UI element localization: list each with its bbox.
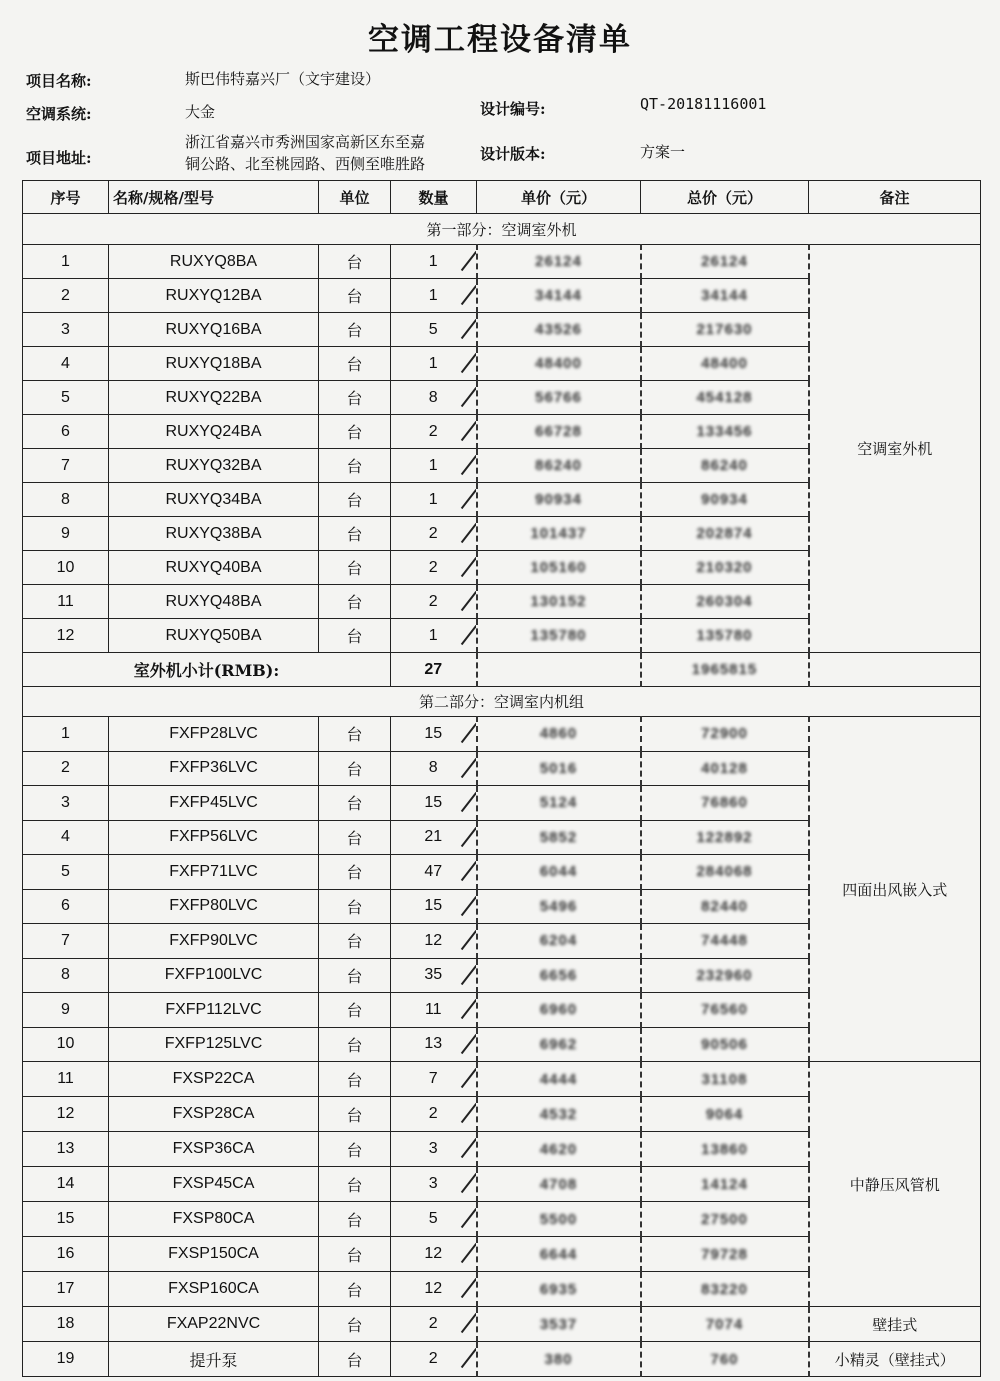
check-mark-icon xyxy=(460,1033,476,1053)
row-model: FXFP90LVC xyxy=(109,924,319,959)
row-unit: 台 xyxy=(319,1342,391,1377)
row-unit: 台 xyxy=(319,717,391,752)
check-mark-icon xyxy=(460,251,476,271)
design-no-label: 设计编号: xyxy=(480,100,546,118)
row-unit: 台 xyxy=(319,483,391,517)
check-mark-icon xyxy=(460,1278,476,1298)
row-total-price: 14124 xyxy=(641,1167,809,1202)
row-seq: 9 xyxy=(23,517,109,551)
row-unit-price: 6656 xyxy=(477,958,641,993)
row-total-price: 26124 xyxy=(641,245,809,279)
row-total-price: 34144 xyxy=(641,279,809,313)
check-mark-icon xyxy=(460,723,476,743)
check-mark-icon xyxy=(460,826,476,846)
row-unit: 台 xyxy=(319,1097,391,1132)
row-seq: 3 xyxy=(23,313,109,347)
row-unit-price: 135780 xyxy=(477,619,641,653)
row-total-price: 122892 xyxy=(641,820,809,855)
row-seq: 10 xyxy=(23,1027,109,1062)
row-unit-price: 43526 xyxy=(477,313,641,347)
project-name-label: 项目名称: xyxy=(26,72,92,90)
header-qty: 数量 xyxy=(391,181,477,214)
row-seq: 2 xyxy=(23,751,109,786)
row-unit: 台 xyxy=(319,415,391,449)
row-unit-price: 3537 xyxy=(477,1307,641,1342)
row-seq: 3 xyxy=(23,786,109,821)
check-mark-icon xyxy=(460,792,476,812)
check-mark-icon xyxy=(460,1243,476,1263)
row-model: FXSP22CA xyxy=(109,1062,319,1097)
check-mark-icon xyxy=(460,1138,476,1158)
row-qty xyxy=(391,245,477,279)
row-qty-value: 15 xyxy=(424,724,443,742)
row-unit-price: 6935 xyxy=(477,1272,641,1307)
row-total-price: 86240 xyxy=(641,449,809,483)
row-qty xyxy=(391,820,477,855)
row-unit-price: 56766 xyxy=(477,381,641,415)
check-mark-icon xyxy=(460,1103,476,1123)
part2-title: 第二部分：空调室内机组 xyxy=(23,687,981,717)
row-unit-price: 6644 xyxy=(477,1237,641,1272)
address-value xyxy=(185,131,425,175)
row-seq: 4 xyxy=(23,347,109,381)
row-qty-value: 5 xyxy=(428,320,438,338)
row-qty xyxy=(391,449,477,483)
row-seq: 8 xyxy=(23,958,109,993)
row-unit-price: 5496 xyxy=(477,889,641,924)
row-total-price: 284068 xyxy=(641,855,809,890)
row-unit-price: 4532 xyxy=(477,1097,641,1132)
row-unit: 台 xyxy=(319,619,391,653)
row-qty-value: 8 xyxy=(428,388,438,406)
header-seq: 序号 xyxy=(23,181,109,214)
row-model: FXFP28LVC xyxy=(109,717,319,752)
row-unit: 台 xyxy=(319,245,391,279)
row-qty xyxy=(391,751,477,786)
row-unit: 台 xyxy=(319,958,391,993)
row-model: FXSP45CA xyxy=(109,1167,319,1202)
check-mark-icon xyxy=(460,1173,476,1193)
check-mark-icon xyxy=(460,861,476,881)
row-unit: 台 xyxy=(319,751,391,786)
row-unit-price: 26124 xyxy=(477,245,641,279)
row-unit: 台 xyxy=(319,517,391,551)
row-qty xyxy=(391,551,477,585)
row-model: RUXYQ40BA xyxy=(109,551,319,585)
row-seq: 11 xyxy=(23,1062,109,1097)
table-row xyxy=(23,1342,981,1377)
table-row xyxy=(23,1307,981,1342)
row-seq: 6 xyxy=(23,415,109,449)
table-row xyxy=(23,717,981,752)
row-unit-price: 4708 xyxy=(477,1167,641,1202)
remark-cassette-units: 四面出风嵌入式 xyxy=(809,717,981,1062)
check-mark-icon xyxy=(460,895,476,915)
row-unit-price: 6962 xyxy=(477,1027,641,1062)
row-model: FXSP160CA xyxy=(109,1272,319,1307)
row-qty-value: 15 xyxy=(424,897,443,915)
row-total-price: 135780 xyxy=(641,619,809,653)
subtotal-qty: 27 xyxy=(391,653,477,687)
row-qty-value: 47 xyxy=(424,862,443,880)
row-unit-price: 105160 xyxy=(477,551,641,585)
row-qty-value: 21 xyxy=(424,828,443,846)
check-mark-icon xyxy=(460,625,476,645)
row-unit-price: 34144 xyxy=(477,279,641,313)
check-mark-icon xyxy=(460,1208,476,1228)
address-label: 项目地址: xyxy=(26,149,92,167)
row-total-price: 90934 xyxy=(641,483,809,517)
row-model: RUXYQ24BA xyxy=(109,415,319,449)
row-model: FXFP36LVC xyxy=(109,751,319,786)
page-title: 空调工程设备清单 xyxy=(368,22,632,58)
header-remark: 备注 xyxy=(809,181,981,214)
row-unit: 台 xyxy=(319,1307,391,1342)
row-unit: 台 xyxy=(319,551,391,585)
row-model: FXFP80LVC xyxy=(109,889,319,924)
row-qty-value: 3 xyxy=(428,1140,438,1157)
row-qty-value: 35 xyxy=(424,966,443,984)
row-model: FXSP80CA xyxy=(109,1202,319,1237)
row-qty-value: 1 xyxy=(428,626,438,644)
row-qty-value: 3 xyxy=(428,1175,438,1192)
row-model: FXFP112LVC xyxy=(109,993,319,1028)
row-unit: 台 xyxy=(319,889,391,924)
system-label: 空调系统: xyxy=(26,105,92,123)
row-model: FXFP100LVC xyxy=(109,958,319,993)
row-seq: 11 xyxy=(23,585,109,619)
row-unit-price: 90934 xyxy=(477,483,641,517)
row-unit-price: 101437 xyxy=(477,517,641,551)
row-qty xyxy=(391,717,477,752)
row-unit-price: 6044 xyxy=(477,855,641,890)
address-line-1: 浙江省嘉兴市秀洲国家高新区东至嘉 xyxy=(185,133,426,151)
row-model: FXSP36CA xyxy=(109,1132,319,1167)
row-total-price: 13860 xyxy=(641,1132,809,1167)
row-qty xyxy=(391,1062,477,1097)
row-unit: 台 xyxy=(319,1062,391,1097)
part1-title-row xyxy=(23,214,981,245)
row-qty xyxy=(391,889,477,924)
table-header-row xyxy=(23,181,981,214)
row-total-price: 210320 xyxy=(641,551,809,585)
row-seq: 18 xyxy=(23,1307,109,1342)
check-mark-icon xyxy=(460,1313,476,1333)
row-unit: 台 xyxy=(319,993,391,1028)
check-mark-icon xyxy=(460,1068,476,1088)
project-name-value: 斯巴伟特嘉兴厂（文宇建设） xyxy=(185,70,381,88)
row-unit: 台 xyxy=(319,347,391,381)
row-qty-value: 12 xyxy=(424,1245,443,1262)
row-unit-price: 66728 xyxy=(477,415,641,449)
row-seq: 10 xyxy=(23,551,109,585)
row-model: FXFP125LVC xyxy=(109,1027,319,1062)
row-total-price: 9064 xyxy=(641,1097,809,1132)
subtotal-label: 室外机小计(RMB): xyxy=(23,653,391,687)
row-unit-price: 5852 xyxy=(477,820,641,855)
header-unit: 单位 xyxy=(319,181,391,214)
row-qty xyxy=(391,786,477,821)
row-model: RUXYQ8BA xyxy=(109,245,319,279)
row-total-price: 202874 xyxy=(641,517,809,551)
row-seq: 1 xyxy=(23,717,109,752)
check-mark-icon xyxy=(460,455,476,475)
row-qty xyxy=(391,958,477,993)
row-total-price: 31108 xyxy=(641,1062,809,1097)
row-qty-value: 13 xyxy=(424,1035,443,1053)
row-unit-price: 6204 xyxy=(477,924,641,959)
check-mark-icon xyxy=(460,999,476,1019)
row-model: FXSP150CA xyxy=(109,1237,319,1272)
check-mark-icon xyxy=(460,319,476,339)
check-mark-icon xyxy=(460,930,476,950)
row-unit: 台 xyxy=(319,1027,391,1062)
row-qty-value: 1 xyxy=(428,252,438,270)
row-unit: 台 xyxy=(319,449,391,483)
subtotal-remark xyxy=(809,653,981,687)
row-total-price: 27500 xyxy=(641,1202,809,1237)
row-seq: 1 xyxy=(23,245,109,279)
row-qty-value: 7 xyxy=(428,1070,438,1087)
row-unit-price: 130152 xyxy=(477,585,641,619)
row-unit: 台 xyxy=(319,381,391,415)
row-model: 提升泵 xyxy=(109,1342,319,1377)
row-model: RUXYQ16BA xyxy=(109,313,319,347)
row-qty-value: 1 xyxy=(428,456,438,474)
row-total-price: 260304 xyxy=(641,585,809,619)
row-model: FXSP28CA xyxy=(109,1097,319,1132)
check-mark-icon xyxy=(460,421,476,441)
subtotal-row xyxy=(23,653,981,687)
check-mark-icon xyxy=(460,1348,476,1368)
row-qty xyxy=(391,993,477,1028)
row-qty xyxy=(391,1237,477,1272)
part1-title: 第一部分：空调室外机 xyxy=(23,214,981,245)
row-unit: 台 xyxy=(319,1202,391,1237)
row-unit: 台 xyxy=(319,855,391,890)
address-line-2: 铜公路、北至桃园路、西侧至唯胜路 xyxy=(185,155,426,173)
equipment-table xyxy=(22,180,981,1377)
row-unit-price: 5016 xyxy=(477,751,641,786)
row-unit: 台 xyxy=(319,924,391,959)
row-total-price: 74448 xyxy=(641,924,809,959)
remark-wall-mounted: 壁挂式 xyxy=(809,1307,981,1342)
check-mark-icon xyxy=(460,557,476,577)
row-qty xyxy=(391,517,477,551)
subtotal-total: 1965815 xyxy=(641,653,809,687)
row-model: RUXYQ32BA xyxy=(109,449,319,483)
row-unit-price: 4860 xyxy=(477,717,641,752)
row-total-price: 83220 xyxy=(641,1272,809,1307)
row-seq: 9 xyxy=(23,993,109,1028)
row-seq: 7 xyxy=(23,924,109,959)
row-model: FXFP71LVC xyxy=(109,855,319,890)
row-qty xyxy=(391,347,477,381)
row-seq: 19 xyxy=(23,1342,109,1377)
row-qty-value: 2 xyxy=(428,1315,438,1332)
row-qty-value: 5 xyxy=(428,1210,438,1227)
row-unit: 台 xyxy=(319,786,391,821)
row-qty-value: 2 xyxy=(428,558,438,576)
row-seq: 5 xyxy=(23,381,109,415)
row-qty xyxy=(391,1097,477,1132)
check-mark-icon xyxy=(460,353,476,373)
row-model: RUXYQ34BA xyxy=(109,483,319,517)
row-unit: 台 xyxy=(319,820,391,855)
row-seq: 12 xyxy=(23,619,109,653)
row-unit: 台 xyxy=(319,279,391,313)
design-no-value: QT-20181116001 xyxy=(640,95,767,113)
check-mark-icon xyxy=(460,964,476,984)
row-model: RUXYQ18BA xyxy=(109,347,319,381)
header-price: 单价（元） xyxy=(477,181,641,214)
row-total-price: 40128 xyxy=(641,751,809,786)
part2-title-row xyxy=(23,687,981,717)
header-total: 总价（元） xyxy=(641,181,809,214)
row-qty-value: 2 xyxy=(428,1350,438,1367)
row-qty xyxy=(391,585,477,619)
remark-duct-units: 中静压风管机 xyxy=(809,1062,981,1307)
row-qty xyxy=(391,1202,477,1237)
row-qty-value: 15 xyxy=(424,793,443,811)
row-qty xyxy=(391,1272,477,1307)
row-unit: 台 xyxy=(319,1237,391,1272)
row-qty xyxy=(391,924,477,959)
row-total-price: 7074 xyxy=(641,1307,809,1342)
row-qty-value: 8 xyxy=(428,759,438,777)
check-mark-icon xyxy=(460,489,476,509)
row-qty xyxy=(391,1167,477,1202)
table-row xyxy=(23,1062,981,1097)
row-model: RUXYQ48BA xyxy=(109,585,319,619)
subtotal-price xyxy=(477,653,641,687)
version-value: 方案一 xyxy=(640,143,686,161)
row-total-price: 76860 xyxy=(641,786,809,821)
row-unit-price: 48400 xyxy=(477,347,641,381)
row-qty-value: 1 xyxy=(428,354,438,372)
row-qty-value: 2 xyxy=(428,422,438,440)
row-total-price: 72900 xyxy=(641,717,809,752)
row-qty xyxy=(391,1027,477,1062)
row-qty-value: 1 xyxy=(428,490,438,508)
row-qty xyxy=(391,1307,477,1342)
row-model: RUXYQ12BA xyxy=(109,279,319,313)
row-unit: 台 xyxy=(319,585,391,619)
row-unit-price: 380 xyxy=(477,1342,641,1377)
row-qty-value: 1 xyxy=(428,286,438,304)
row-total-price: 232960 xyxy=(641,958,809,993)
row-seq: 17 xyxy=(23,1272,109,1307)
row-unit: 台 xyxy=(319,1167,391,1202)
row-total-price: 90506 xyxy=(641,1027,809,1062)
row-qty xyxy=(391,855,477,890)
row-total-price: 133456 xyxy=(641,415,809,449)
row-model: RUXYQ38BA xyxy=(109,517,319,551)
check-mark-icon xyxy=(460,285,476,305)
row-seq: 5 xyxy=(23,855,109,890)
row-unit-price: 5500 xyxy=(477,1202,641,1237)
row-unit-price: 6960 xyxy=(477,993,641,1028)
row-model: RUXYQ50BA xyxy=(109,619,319,653)
row-qty-value: 12 xyxy=(424,931,443,949)
row-qty-value: 2 xyxy=(428,1105,438,1122)
row-seq: 12 xyxy=(23,1097,109,1132)
row-qty xyxy=(391,1132,477,1167)
row-model: FXAP22NVC xyxy=(109,1307,319,1342)
system-value: 大金 xyxy=(185,103,216,121)
row-model: FXFP45LVC xyxy=(109,786,319,821)
row-qty-value: 2 xyxy=(428,524,438,542)
remark-outdoor-units: 空调室外机 xyxy=(809,245,981,653)
row-total-price: 82440 xyxy=(641,889,809,924)
row-qty-value: 11 xyxy=(424,1000,442,1018)
row-qty-value: 12 xyxy=(424,1280,443,1297)
row-seq: 13 xyxy=(23,1132,109,1167)
row-unit-price: 5124 xyxy=(477,786,641,821)
row-qty xyxy=(391,415,477,449)
row-total-price: 48400 xyxy=(641,347,809,381)
row-total-price: 79728 xyxy=(641,1237,809,1272)
row-seq: 15 xyxy=(23,1202,109,1237)
row-seq: 4 xyxy=(23,820,109,855)
row-unit: 台 xyxy=(319,1132,391,1167)
row-qty-value: 2 xyxy=(428,592,438,610)
row-total-price: 454128 xyxy=(641,381,809,415)
row-total-price: 217630 xyxy=(641,313,809,347)
row-seq: 6 xyxy=(23,889,109,924)
row-total-price: 760 xyxy=(641,1342,809,1377)
check-mark-icon xyxy=(460,591,476,611)
row-qty xyxy=(391,279,477,313)
remark-pump: 小精灵（壁挂式） xyxy=(809,1342,981,1377)
check-mark-icon xyxy=(460,757,476,777)
row-seq: 16 xyxy=(23,1237,109,1272)
row-qty xyxy=(391,619,477,653)
row-seq: 8 xyxy=(23,483,109,517)
row-qty xyxy=(391,1342,477,1377)
check-mark-icon xyxy=(460,387,476,407)
row-seq: 2 xyxy=(23,279,109,313)
row-seq: 14 xyxy=(23,1167,109,1202)
row-qty xyxy=(391,483,477,517)
row-qty xyxy=(391,381,477,415)
row-seq: 7 xyxy=(23,449,109,483)
row-model: RUXYQ22BA xyxy=(109,381,319,415)
table-row xyxy=(23,245,981,279)
row-unit: 台 xyxy=(319,1272,391,1307)
row-unit: 台 xyxy=(319,313,391,347)
row-unit-price: 86240 xyxy=(477,449,641,483)
row-unit-price: 4620 xyxy=(477,1132,641,1167)
header-name: 名称/规格/型号 xyxy=(109,181,319,214)
row-unit-price: 4444 xyxy=(477,1062,641,1097)
check-mark-icon xyxy=(460,523,476,543)
version-label: 设计版本: xyxy=(480,145,546,163)
row-model: FXFP56LVC xyxy=(109,820,319,855)
row-total-price: 76560 xyxy=(641,993,809,1028)
row-qty xyxy=(391,313,477,347)
